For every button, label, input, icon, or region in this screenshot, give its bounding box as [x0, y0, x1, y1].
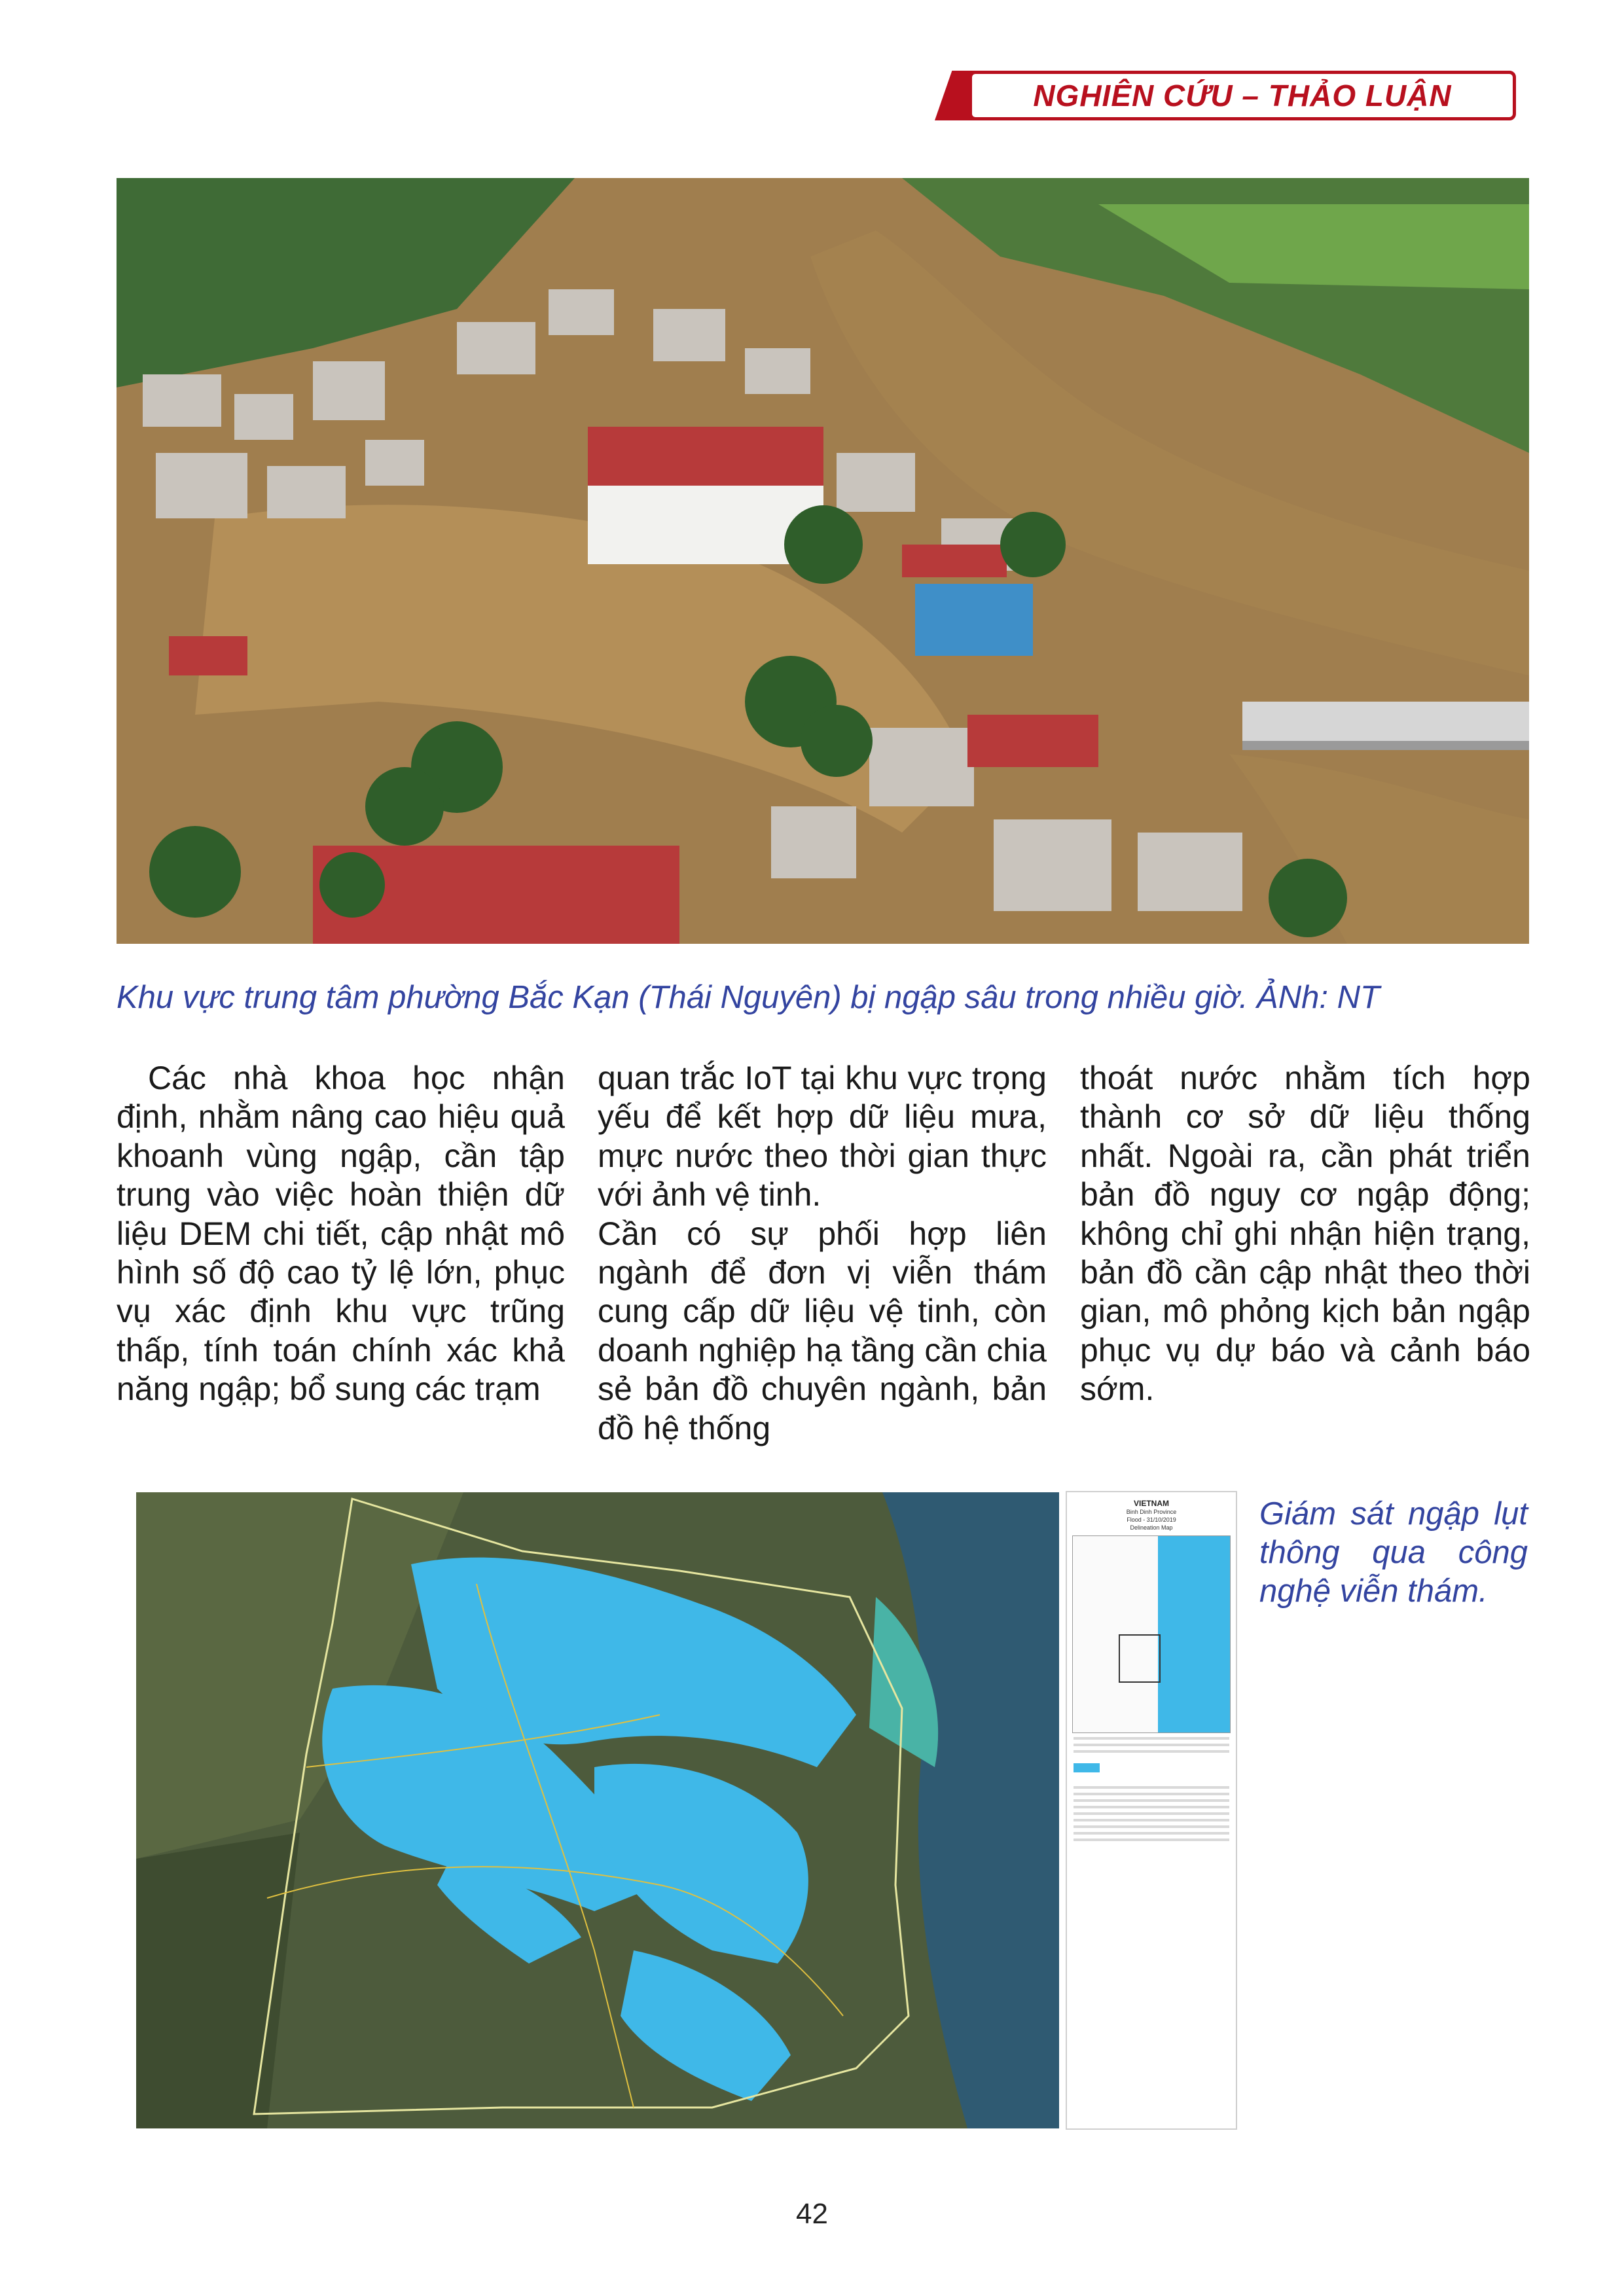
section-header-badge — [935, 71, 1516, 120]
satellite-flood-map — [136, 1492, 1059, 2128]
legend-subtitle: Binh Dinh Province — [1126, 1509, 1177, 1515]
header-label-box — [969, 71, 1516, 120]
paragraph-1: Các nhà khoa học nhận định, nhằm nâng cao hiệu quả khoanh vùng ngập, cần tập trung vào việc hoàn thiện dữ liệu DEM chi tiết, cập nhật mô hình số độ cao tỷ lệ lớn, phục vụ xác định khu vực trũng thấp, tính toán chính xác khả năng ngập; bổ sung các trạm — [117, 1060, 565, 1408]
map-legend-panel — [1066, 1491, 1237, 2130]
paragraph-2-continued: thoát nước nhằm tích hợp thành cơ sở dữ liệu thống nhất. Ngoài ra, cần phát triển bản đồ nguy cơ ngập động; không chỉ ghi nhận hiện trạng, bản đồ cần cập nhật theo thời gian, mô phỏng kịch bản ngập phục vụ dự báo và cảnh báo sớm. — [1080, 1060, 1530, 1408]
body-column-3 — [1080, 1059, 1530, 1452]
legend-title: VIETNAM — [1134, 1499, 1169, 1508]
map-caption: Giám sát ngập lụt thông qua công nghệ viễn thám. — [1259, 1496, 1528, 1609]
legend-inset-map — [1072, 1535, 1231, 1733]
body-column-1 — [117, 1059, 565, 1452]
page-number: 42 — [796, 2198, 828, 2230]
flood-aerial-photo — [117, 178, 1529, 944]
legend-event: Flood - 31/10/2019 — [1127, 1516, 1176, 1523]
legend-inset-title: Delineation Map — [1130, 1524, 1173, 1531]
paragraph-1-continued: quan trắc IoT tại khu vực trọng yếu để kết hợp dữ liệu mưa, mực nước theo thời gian thực với ảnh vệ tinh. — [598, 1060, 1047, 1213]
legend-swatch-flood — [1074, 1763, 1100, 1772]
section-label: NGHIÊN CỨU – THẢO LUẬN — [1033, 79, 1452, 113]
photo-caption: Khu vực trung tâm phường Bắc Kạn (Thái Nguyên) bị ngập sâu trong nhiều giờ. ẢNh: NT — [117, 980, 1380, 1015]
paragraph-2: Cần có sự phối hợp liên ngành để đơn vị viễn thám cung cấp dữ liệu vệ tinh, còn doanh nghiệp hạ tầng cần chia sẻ bản đồ chuyên ngành, bản đồ hệ thống — [598, 1215, 1047, 1446]
body-column-2 — [598, 1059, 1047, 1452]
